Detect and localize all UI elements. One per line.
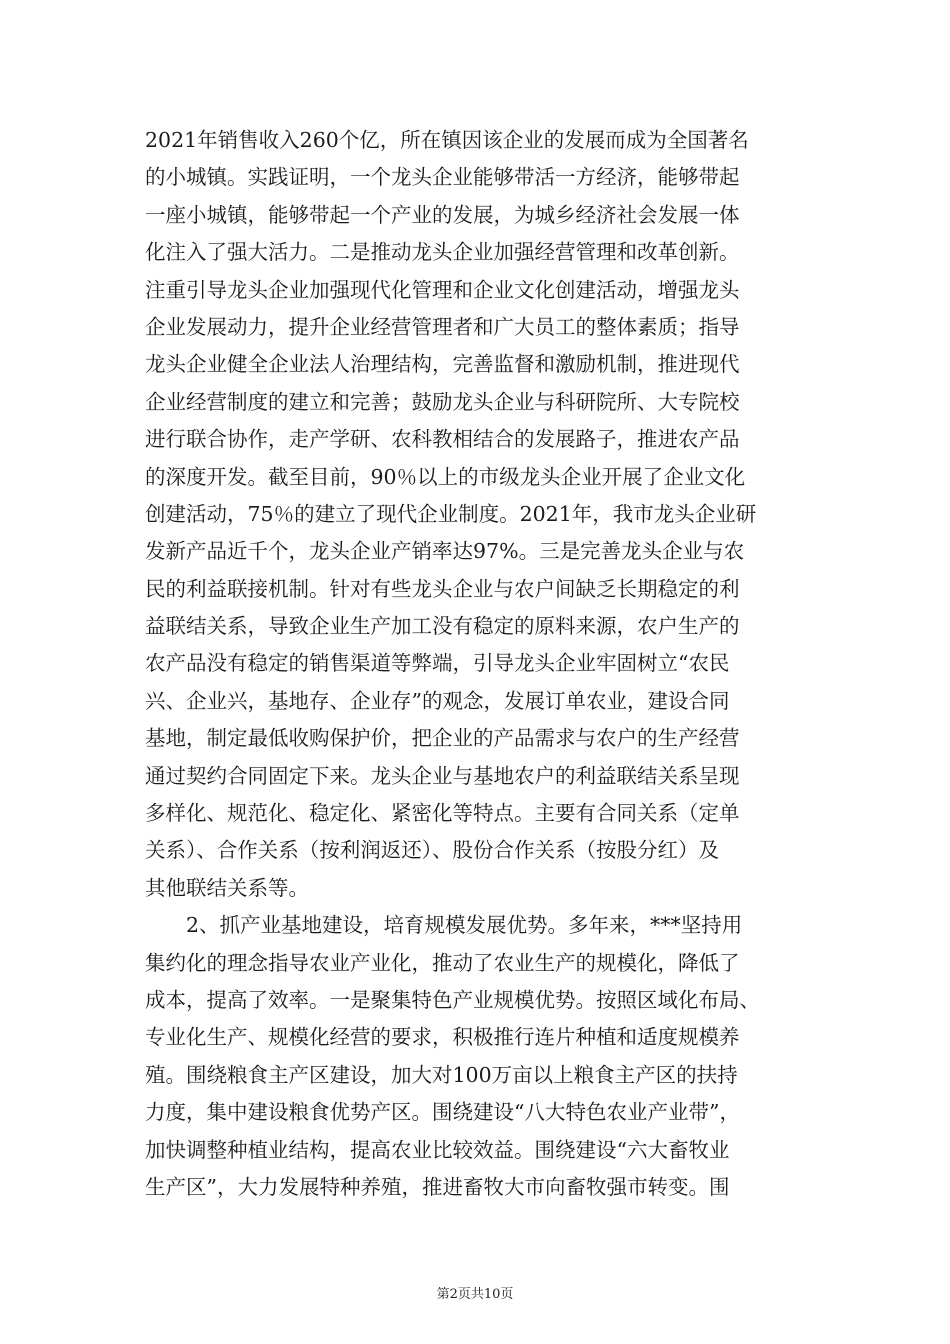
text-line: 集约化的理念指导农业产业化，推动了农业生产的规模化，降低了 [145,950,740,975]
body-text [145,122,810,1206]
text-line: 生产区”，大力发展特种养殖，推进畜牧大市向畜牧强市转变。围 [145,1174,730,1199]
page-footer: 第2页共10页 [436,1287,514,1302]
text-line: 兴、企业兴，基地存、企业存”的观念，发展订单农业，建设合同 [145,688,730,713]
text-line: 一座小城镇，能够带起一个产业的发展，为城乡经济社会发展一体 [145,202,740,227]
text-line: 2、抓产业基地建设，培育规模发展优势。多年来，***坚持用 [145,913,743,938]
text-line: 发新产品近千个，龙头企业产销率达97%。三是完善龙头企业与农 [145,539,745,564]
text-line: 力度，集中建设粮食优势产区。围绕建设“八大特色农业产业带”， [145,1100,740,1125]
text-line: 通过契约合同固定下来。龙头企业与基地农户的利益联结关系呈现 [145,763,740,788]
text-line: 殖。围绕粮食主产区建设，加大对100万亩以上粮食主产区的扶持 [145,1062,738,1087]
text-line: 民的利益联接机制。针对有些龙头企业与农户间缺乏长期稳定的利 [145,576,740,601]
text-line: 农产品没有稳定的销售渠道等弊端，引导龙头企业牢固树立“农民 [145,651,730,676]
text-line: 2021年销售收入260个亿，所在镇因该企业的发展而成为全国著名 [145,128,749,152]
text-line: 基地，制定最低收购保护价，把企业的产品需求与农户的生产经营 [145,726,740,751]
text-line: 的深度开发。截至目前，90％以上的市级龙头企业开展了企业文化 [145,464,746,489]
text-line: 龙头企业健全企业法人治理结构，完善监督和激励机制，推进现代 [145,352,740,377]
text-line: 其他联结关系等。 [145,875,309,900]
text-line: 的小城镇。实践证明，一个龙头企业能够带活一方经济，能够带起 [145,165,740,190]
text-line: 注重引导龙头企业加强现代化管理和企业文化创建活动，增强龙头 [145,277,740,302]
text-line: 企业经营制度的建立和完善；鼓励龙头企业与科研院所、大专院校 [145,389,740,414]
text-line: 成本，提高了效率。一是聚集特色产业规模优势。按照区域化布局、 [145,987,760,1012]
text-line: 加快调整种植业结构，提高农业比较效益。围绕建设“六大畜牧业 [145,1137,730,1162]
text-line: 进行联合协作，走产学研、农科教相结合的发展路子，推进农产品 [145,427,740,452]
text-line: 创建活动，75％的建立了现代企业制度。2021年，我市龙头企业研 [145,501,757,526]
text-line: 益联结关系，导致企业生产加工没有稳定的原料来源，农户生产的 [145,614,740,639]
text-line: 多样化、规范化、稳定化、紧密化等特点。主要有合同关系（定单 [145,801,740,826]
text-line: 专业化生产、规模化经营的要求，积极推行连片种植和适度规模养 [145,1025,740,1050]
text-line: 关系）、合作关系（按利润返还）、股份合作关系（按股分红）及 [145,838,719,863]
text-line: 化注入了强大活力。二是推动龙头企业加强经营管理和改革创新。 [145,240,740,265]
text-line: 企业发展动力，提升企业经营管理者和广大员工的整体素质；指导 [145,314,740,339]
